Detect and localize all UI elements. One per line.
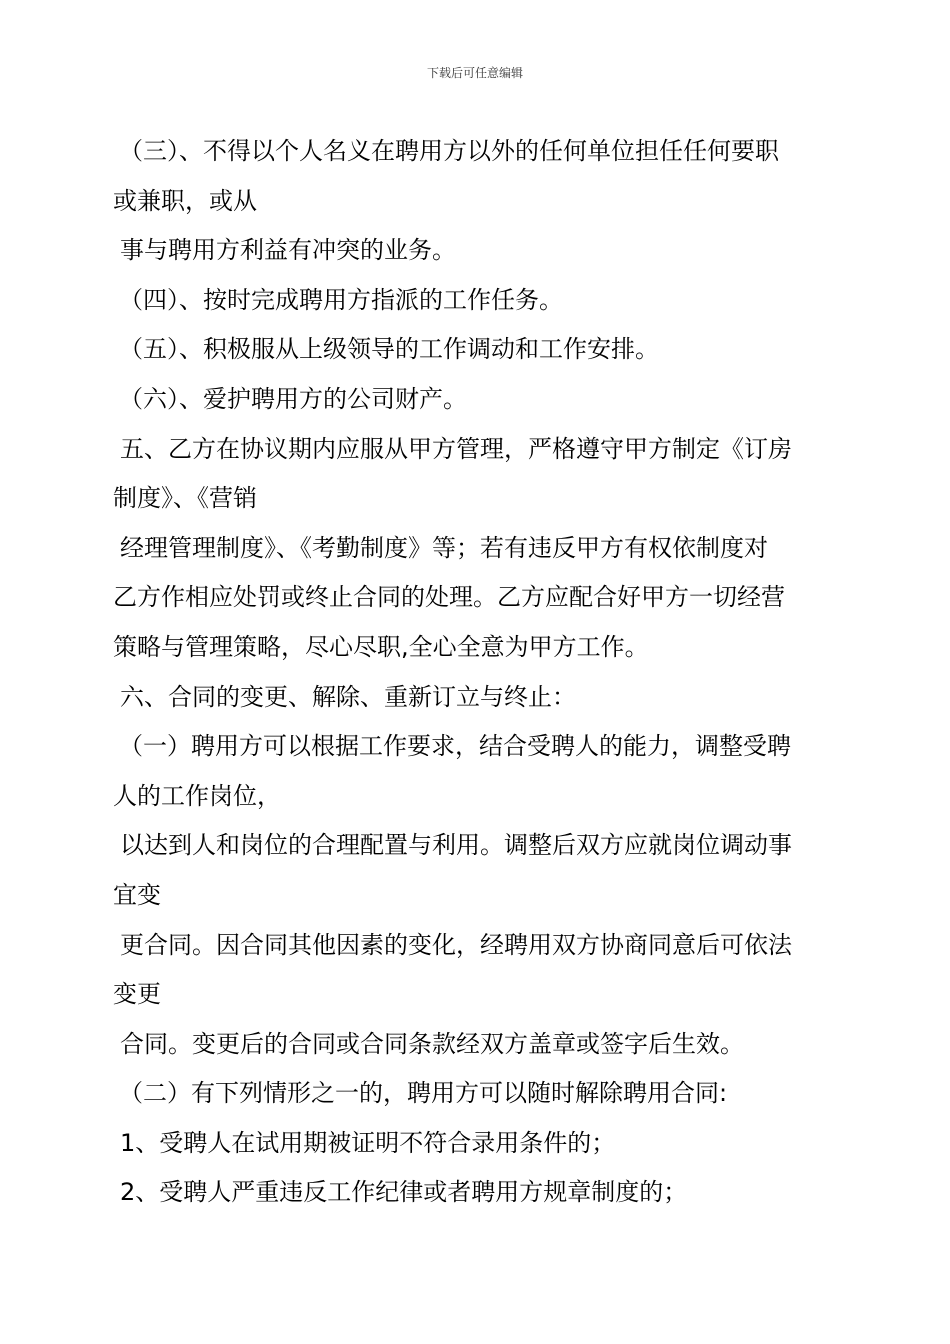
text-line: 以达到人和岗位的合理配置与利用。调整后双方应就岗位调动事: [120, 831, 792, 860]
text-line: 经理管理制度》、《考勤制度》等；若有违反甲方有权依制度对: [120, 533, 768, 562]
document-body: [113, 127, 843, 1218]
text-line: 六、合同的变更、解除、重新订立与终止：: [120, 682, 576, 711]
text-line: （二）有下列情形之一的，聘用方可以随时解除聘用合同:: [119, 1079, 728, 1108]
text-line: 人的工作岗位，: [113, 781, 281, 810]
page-header-note: 下载后可任意编辑: [426, 66, 523, 80]
text-line: 宜变: [113, 880, 161, 909]
text-line: 事与聘用方利益有冲突的业务。: [120, 236, 456, 265]
text-line: （一）聘用方可以根据工作要求，结合受聘人的能力，调整受聘: [119, 732, 791, 761]
text-line: 乙方作相应处罚或终止合同的处理。乙方应配合好甲方一切经营: [113, 583, 785, 612]
text-line: 1、受聘人在试用期被证明不符合录用条件的；: [120, 1128, 616, 1157]
text-line: 策略与管理策略，尽心尽职,全心全意为甲方工作。: [113, 632, 649, 661]
text-line: （五）、积极服从上级领导的工作调动和工作安排。: [119, 335, 659, 364]
text-line: 或兼职，或从: [113, 186, 257, 215]
text-line: 2、受聘人严重违反工作纪律或者聘用方规章制度的；: [120, 1178, 688, 1207]
text-line: 五、乙方在协议期内应服从甲方管理，严格遵守甲方制定《订房: [120, 434, 792, 463]
text-line: 合同。变更后的合同或合同条款经双方盖章或签字后生效。: [120, 1029, 744, 1058]
text-line: （三）、不得以个人名义在聘用方以外的任何单位担任任何要职: [119, 137, 779, 165]
text-line: 更合同。因合同其他因素的变化，经聘用双方协商同意后可依法: [120, 930, 792, 959]
text-line: 变更: [113, 980, 161, 1009]
text-line: 制度》、《营销: [113, 484, 257, 513]
text-line: （四）、按时完成聘用方指派的工作任务。: [119, 285, 563, 314]
text-line: （六）、爱护聘用方的公司财产。: [119, 384, 467, 413]
